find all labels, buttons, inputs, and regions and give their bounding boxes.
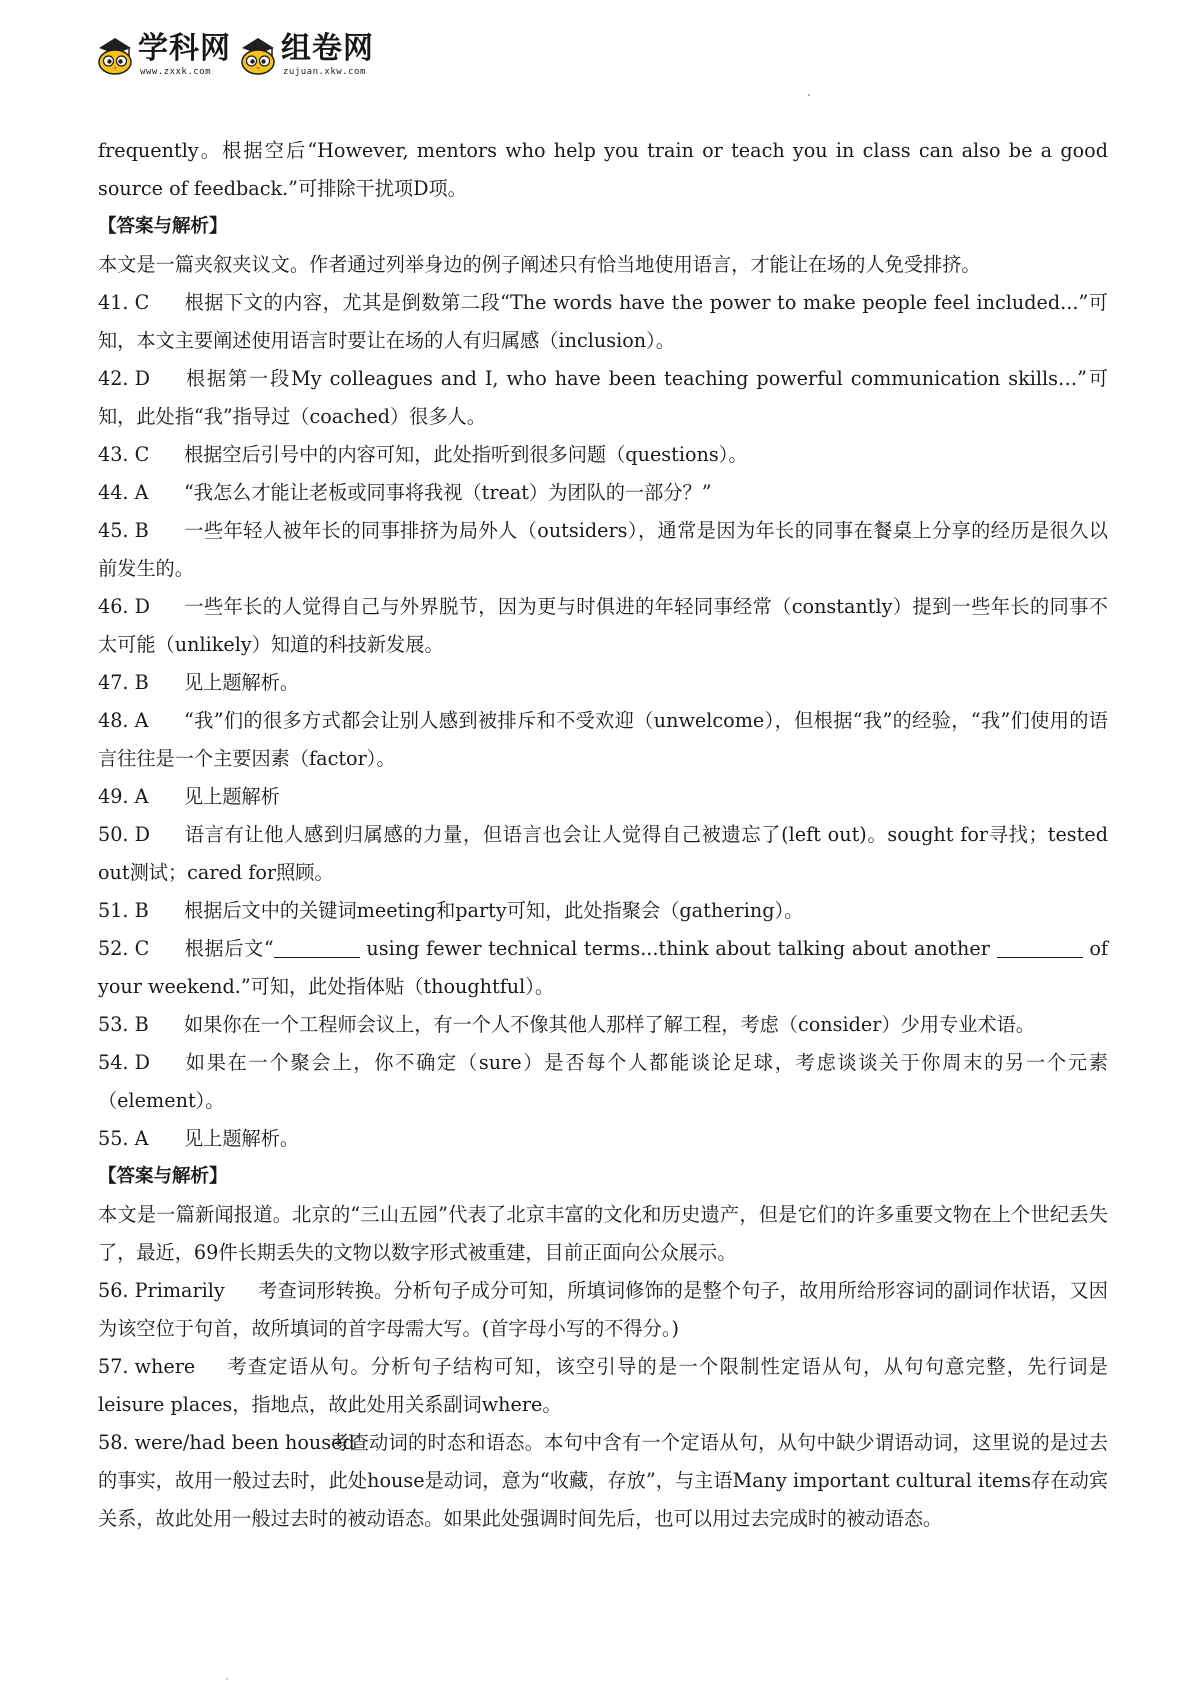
fill-blank-line <box>274 937 360 958</box>
answer-explanation: 一些年长的人觉得自己与外界脱节，因为更与时俱进的年轻同事经常（constantly）提到一些年长的同事不太可能（unlikely）知道的科技新发展。 <box>98 595 1108 656</box>
answer-number: 58. were/had been housed <box>98 1431 355 1454</box>
answer-item <box>98 816 1108 892</box>
zujuan-logo-url: zujuan.xkw.com <box>283 67 366 77</box>
answer-number: 49. A <box>98 785 149 808</box>
answer-explanation: 考查动词的时态和语态。本句中含有一个定语从句，从句中缺少谓语动词，这里说的是过去的事实，故用一般过去时，此处house是动词，意为“收藏，存放”，与主语Many important cultural items存在动宾关系，故此处用一般过去时的被动语态。如果此处强调时间先后，也可以用过去完成时的被动语态。 <box>98 1431 1108 1530</box>
answer-item <box>98 474 1108 512</box>
section2-heading: 【答案与解析】 <box>98 1166 228 1187</box>
answer-explanation: 根据第一段My colleagues and I, who have been teaching powerful communication skills…”可知，此处指“我”指导过（coached）很多人。 <box>98 367 1108 428</box>
answer-item <box>98 436 1108 474</box>
answer-number: 42. D <box>98 367 150 390</box>
header-logos <box>96 32 374 88</box>
answer-number: 54. D <box>98 1051 150 1074</box>
answer-item <box>98 588 1108 664</box>
answer-number: 57. where <box>98 1355 196 1378</box>
answer-number: 46. D <box>98 595 150 618</box>
answer-item <box>98 512 1108 588</box>
answer-explanation: 语言有让他人感到归属感的力量，但语言也会让人觉得自己被遗忘了(left out)。sought for寻找；tested out测试；cared for照顾。 <box>98 823 1108 884</box>
answer-number: 56. Primarily <box>98 1279 225 1302</box>
answer-explanation: 根据后文中的关键词meeting和party可知，此处指聚会（gathering）。 <box>184 899 804 922</box>
answer-item-52 <box>98 930 1108 1006</box>
section1-summary: 本文是一篇夹叙夹议文。作者通过列举身边的例子阐述只有恰当地使用语言，才能让在场的人免受排挤。 <box>98 253 981 276</box>
answer-explanation: 一些年轻人被年长的同事排挤为局外人（outsiders），通常是因为年长的同事在餐桌上分享的经历是很久以前发生的。 <box>98 519 1108 580</box>
owl-mascot-icon <box>96 32 134 76</box>
answer-explanation: “我”们的很多方式都会让别人感到被排斥和不受欢迎（unwelcome），但根据“我”的经验，“我”们使用的语言往往是一个主要因素（factor）。 <box>98 709 1108 770</box>
answer-explanation: 根据空后引号中的内容可知，此处指听到很多问题（questions）。 <box>184 443 748 466</box>
answer-number: 41. C <box>98 291 150 314</box>
answer-item <box>98 1006 1108 1044</box>
answer-item <box>98 1272 1108 1348</box>
answer-item <box>98 1044 1108 1120</box>
answer-item <box>98 892 1108 930</box>
answer-explanation: 考查词形转换。分析句子成分可知，所填词修饰的是整个句子，故用所给形容词的副词作状语，又因为该空位于句首，故所填词的首字母需大写。(首字母小写的不得分。) <box>98 1279 1108 1340</box>
intro-paragraph: frequently。根据空后“However, mentors who help you train or teach you in class can also be a good source of feedback.”可排除干扰项D项。 <box>98 139 1108 200</box>
answer-number: 43. C <box>98 443 150 466</box>
answer-number: 50. D <box>98 823 150 846</box>
zxxk-logo-url: www.zxxk.com <box>140 67 212 77</box>
fill-blank-line <box>997 937 1083 958</box>
answer-explanation: 如果你在一个工程师会议上，有一个人不像其他人那样了解工程，考虑（consider）少用专业术语。 <box>184 1013 1035 1036</box>
zujuan-logo[interactable] <box>239 32 374 78</box>
answer-number: 48. A <box>98 709 149 732</box>
answer-number: 52. C <box>98 937 150 960</box>
owl-mascot-icon <box>239 32 277 76</box>
answer-number: 53. B <box>98 1013 149 1036</box>
answer-item <box>98 284 1108 360</box>
answer-number: 45. B <box>98 519 149 542</box>
answer-number: 51. B <box>98 899 149 922</box>
answer-item <box>98 778 1108 816</box>
answer-item <box>98 1120 1108 1158</box>
scan-speck <box>226 1678 228 1680</box>
zxxk-logo[interactable] <box>96 32 231 78</box>
answer-item <box>98 664 1108 702</box>
answer-explanation: 见上题解析 <box>184 785 280 808</box>
zujuan-logo-name: 组卷网 <box>281 31 374 66</box>
answer-number: 55. A <box>98 1127 149 1150</box>
scan-speck <box>808 94 810 96</box>
answer-explanation: 考查定语从句。分析句子结构可知，该空引导的是一个限制性定语从句，从句句意完整，先行词是leisure places，指地点，故此处用关系副词where。 <box>98 1355 1108 1416</box>
answer-number: 44. A <box>98 481 149 504</box>
answer-content <box>98 132 1108 1538</box>
section1-heading: 【答案与解析】 <box>98 216 228 237</box>
section2-summary: 本文是一篇新闻报道。北京的“三山五园”代表了北京丰富的文化和历史遗产，但是它们的许多重要文物在上个世纪丢失了，最近，69件长期丢失的文物以数字形式被重建，目前正面向公众展示。 <box>98 1203 1108 1264</box>
answer-explanation: 见上题解析。 <box>184 1127 300 1150</box>
zxxk-logo-name: 学科网 <box>138 31 231 66</box>
answer-explanation: 如果在一个聚会上，你不确定（sure）是否每个人都能谈论足球，考虑谈谈关于你周末的另一个元素（element）。 <box>98 1051 1108 1112</box>
answer-explanation: 根据下文的内容，尤其是倒数第二段“The words have the power to make people feel included...”可知，本文主要阐述使用语言时要让在场的人有归属感（inclusion）。 <box>98 291 1108 352</box>
answer-number: 47. B <box>98 671 149 694</box>
answer-item <box>98 1348 1108 1424</box>
answer-explanation-part1: 根据后文“ <box>184 937 274 960</box>
answer-explanation: 见上题解析。 <box>184 671 300 694</box>
answer-item <box>98 702 1108 778</box>
answer-explanation-part2: using fewer technical terms...think about talking about another <box>359 937 997 960</box>
answer-explanation-part3: of your weekend.”可知，此处指体贴（thoughtful）。 <box>98 937 1108 998</box>
answer-item <box>98 360 1108 436</box>
answer-explanation: “我怎么才能让老板或同事将我视（treat）为团队的一部分？” <box>184 481 712 504</box>
answer-item <box>98 1424 1108 1538</box>
